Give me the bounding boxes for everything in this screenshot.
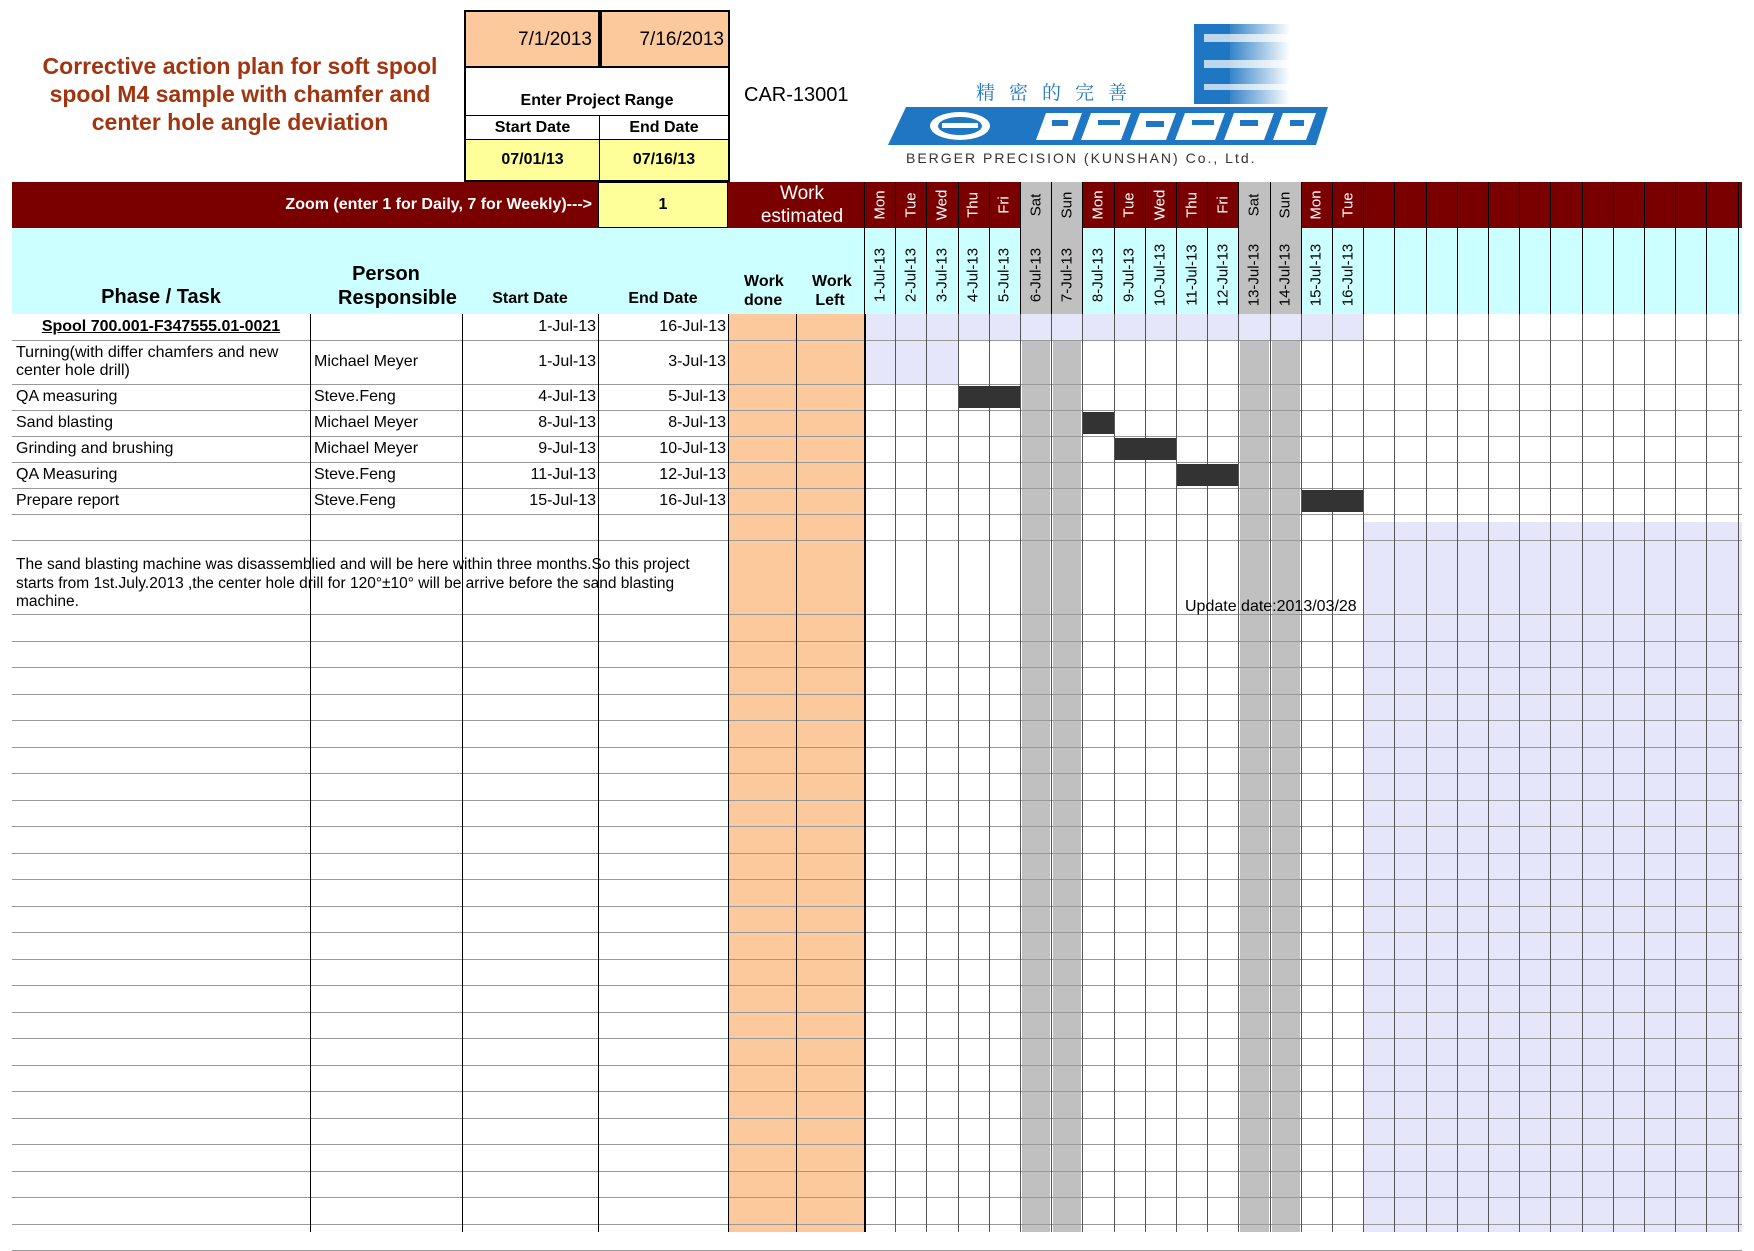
- gantt-sheet: [12, 182, 1742, 1232]
- date-label: 13-Jul-13: [1245, 243, 1263, 307]
- day-grid-line: [1426, 314, 1427, 1232]
- day-of-week-label: Mon: [871, 190, 889, 220]
- row-divider: [12, 462, 1742, 463]
- row-divider: [12, 1144, 1742, 1145]
- row-divider: [12, 720, 1742, 721]
- zoom-label: Zoom (enter 1 for Daily, 7 for Weekly)--->: [285, 196, 592, 213]
- day-grid-line: [1332, 314, 1333, 1232]
- date-separator: [1582, 228, 1583, 314]
- day-separator: [1706, 182, 1707, 228]
- date-separator: [1457, 228, 1458, 314]
- range-label-cell: [464, 68, 730, 116]
- date-separator: [1488, 228, 1489, 314]
- row-divider: [12, 879, 1742, 880]
- day-grid-line: [1176, 314, 1177, 1232]
- date-separator: [1332, 228, 1333, 314]
- day-grid-line: [1051, 314, 1052, 1232]
- column-divider: [728, 314, 729, 1232]
- row-divider: [12, 384, 1742, 385]
- project-note: The sand blasting machine was disassemblied and will be here within three months.So this project starts from 1st.July.2013 ,the center hole drill for 120°±10° will be arrive before the sand blasting machine.: [16, 556, 690, 610]
- row-divider: [12, 959, 1742, 960]
- task-start: 15-Jul-13: [529, 492, 596, 509]
- row-divider: [12, 614, 1742, 615]
- row-divider: [12, 826, 1742, 827]
- date-separator: [1706, 228, 1707, 314]
- date-separator: [1082, 228, 1083, 314]
- row-divider: [12, 747, 1742, 748]
- task-name: Grinding and brushing: [16, 440, 174, 457]
- day-separator: [1394, 182, 1395, 228]
- range-label: Enter Project Range: [520, 92, 674, 109]
- row-divider: [12, 1038, 1742, 1039]
- day-separator: [1582, 182, 1583, 228]
- day-of-week-label: Tue: [1339, 192, 1357, 218]
- task-start: 8-Jul-13: [538, 414, 596, 431]
- page-title: Corrective action plan for soft spool spool M4 sample with chamfer and center hole angle deviation: [42, 53, 438, 135]
- task-start: 4-Jul-13: [538, 388, 596, 405]
- task-start: 11-Jul-13: [530, 466, 596, 483]
- day-of-week-label: Tue: [1120, 192, 1138, 218]
- day-grid-line: [1238, 314, 1239, 1232]
- row-divider: [12, 1065, 1742, 1066]
- task-person: Michael Meyer: [314, 414, 419, 431]
- column-divider: [310, 314, 311, 1232]
- day-of-week-label: Fri: [995, 196, 1013, 214]
- task-end: 16-Jul-13: [659, 318, 726, 335]
- col-end-header: End Date: [628, 290, 698, 307]
- date-separator: [1114, 228, 1115, 314]
- work-estimated-header: Work estimated: [760, 183, 844, 227]
- day-of-week-label: Wed: [933, 189, 951, 221]
- date-label: 2-Jul-13: [902, 247, 920, 303]
- date-separator: [1394, 228, 1395, 314]
- day-separator: [1082, 182, 1083, 228]
- row-divider: [12, 540, 1742, 541]
- range-start-top: 7/1/2013: [518, 29, 592, 50]
- row-divider: [12, 340, 1742, 341]
- day-grid-line: [1675, 314, 1676, 1232]
- date-label: 16-Jul-13: [1339, 243, 1357, 307]
- zoom-input[interactable]: 1: [598, 182, 728, 228]
- row-divider: [12, 932, 1742, 933]
- day-grid-line: [1270, 314, 1271, 1232]
- day-grid-line: [1644, 314, 1645, 1232]
- date-separator: [1145, 228, 1146, 314]
- day-separator: [1207, 182, 1208, 228]
- date-separator: [958, 228, 959, 314]
- row-divider: [12, 488, 1742, 489]
- date-label: 8-Jul-13: [1089, 247, 1107, 303]
- day-separator: [1675, 182, 1676, 228]
- gantt-bar: [1083, 412, 1113, 434]
- day-grid-line: [1488, 314, 1489, 1232]
- day-grid-line: [1301, 314, 1302, 1232]
- date-label: 12-Jul-13: [1214, 243, 1232, 307]
- date-label: 3-Jul-13: [933, 247, 951, 303]
- logo-company: BERGER PRECISION (KUNSHAN) Co., Ltd.: [906, 150, 1257, 166]
- day-separator: [864, 182, 865, 228]
- day-separator: [895, 182, 896, 228]
- date-label: 15-Jul-13: [1307, 243, 1325, 307]
- day-of-week-label: Fri: [1214, 196, 1232, 214]
- day-grid-line: [895, 314, 896, 1232]
- date-separator: [1207, 228, 1208, 314]
- row-divider: [12, 641, 1742, 642]
- gantt-bar: [959, 386, 1020, 408]
- date-label: 1-Jul-13: [871, 247, 889, 303]
- row-divider: [12, 667, 1742, 668]
- turning-span: [864, 340, 958, 384]
- day-separator: [926, 182, 927, 228]
- task-person: Steve.Feng: [314, 388, 396, 405]
- day-separator: [1114, 182, 1115, 228]
- col-person-header: Person Responsible: [338, 263, 457, 309]
- row-divider: [12, 1171, 1742, 1172]
- day-grid-line: [958, 314, 959, 1232]
- date-label: 5-Jul-13: [995, 247, 1013, 303]
- car-number: CAR-13001: [744, 84, 849, 106]
- day-separator: [1301, 182, 1302, 228]
- date-separator: [1550, 228, 1551, 314]
- day-separator: [1519, 182, 1520, 228]
- task-end: 16-Jul-13: [659, 492, 726, 509]
- day-of-week-label: Mon: [1307, 190, 1325, 220]
- day-separator: [1457, 182, 1458, 228]
- range-start-input[interactable]: 07/01/13: [464, 140, 600, 182]
- day-grid-line: [1519, 314, 1520, 1232]
- range-start-label: Start Date: [464, 116, 600, 140]
- col-start-header: Start Date: [492, 290, 568, 307]
- day-grid-line: [1363, 314, 1364, 1232]
- future-span: [1363, 522, 1742, 1232]
- day-separator: [1145, 182, 1146, 228]
- range-end-input[interactable]: 07/16/13: [600, 140, 730, 182]
- row-divider: [12, 1091, 1742, 1092]
- task-end: 12-Jul-13: [659, 466, 726, 483]
- date-label: 4-Jul-13: [964, 247, 982, 303]
- task-start: 1-Jul-13: [538, 353, 596, 370]
- day-separator: [1613, 182, 1614, 228]
- day-grid-line: [1706, 314, 1707, 1232]
- day-separator: [1550, 182, 1551, 228]
- day-of-week-label: Thu: [964, 192, 982, 218]
- column-divider: [462, 314, 463, 1232]
- row-divider: [12, 985, 1742, 986]
- day-grid-line: [1020, 314, 1021, 1232]
- task-name: Prepare report: [16, 492, 120, 509]
- day-separator: [1176, 182, 1177, 228]
- row-divider: [12, 853, 1742, 854]
- day-of-week-label: Sat: [1027, 193, 1045, 217]
- row-divider: [12, 1012, 1742, 1013]
- day-separator: [1488, 182, 1489, 228]
- day-grid-line: [1082, 314, 1083, 1232]
- date-separator: [1426, 228, 1427, 314]
- row-divider: [12, 1224, 1742, 1225]
- col-done-header: Work done: [744, 273, 784, 309]
- update-date: Update date:2013/03/28: [1185, 598, 1357, 615]
- row-divider: [12, 514, 1742, 515]
- col-task-header: Phase / Task: [101, 286, 221, 308]
- gantt-bar: [1115, 438, 1176, 460]
- task-start: 9-Jul-13: [538, 440, 596, 457]
- day-grid-line: [1457, 314, 1458, 1232]
- row-divider: [12, 436, 1742, 437]
- day-of-week-label: Tue: [902, 192, 920, 218]
- column-divider: [598, 314, 599, 1232]
- day-grid-line: [1394, 314, 1395, 1232]
- date-separator: [1675, 228, 1676, 314]
- logo-tagline: 精密的完善: [976, 82, 1142, 104]
- task-person: Michael Meyer: [314, 353, 419, 370]
- day-grid-line: [1613, 314, 1614, 1232]
- day-of-week-label: Sun: [1058, 191, 1076, 219]
- date-separator: [1738, 228, 1739, 314]
- task-start: 1-Jul-13: [538, 318, 596, 335]
- day-separator: [989, 182, 990, 228]
- row-divider: [12, 1197, 1742, 1198]
- task-name: QA Measuring: [16, 466, 118, 483]
- day-of-week-label: Sun: [1276, 191, 1294, 219]
- date-label: 6-Jul-13: [1027, 247, 1045, 303]
- day-grid-line: [1582, 314, 1583, 1232]
- range-end-label: End Date: [600, 116, 730, 140]
- day-separator: [1426, 182, 1427, 228]
- day-separator: [1332, 182, 1333, 228]
- day-grid-line: [1738, 314, 1739, 1232]
- task-person: Michael Meyer: [314, 440, 419, 457]
- gantt-bar: [1177, 464, 1238, 486]
- gantt-divider: [864, 314, 866, 1232]
- day-of-week-label: Thu: [1183, 192, 1201, 218]
- row-divider: [12, 906, 1742, 907]
- task-name: Sand blasting: [16, 414, 113, 431]
- day-of-week-label: Mon: [1089, 190, 1107, 220]
- row-divider: [12, 773, 1742, 774]
- row-divider: [12, 694, 1742, 695]
- row-divider: [12, 1118, 1742, 1119]
- day-separator: [1738, 182, 1739, 228]
- task-person: Steve.Feng: [314, 492, 396, 509]
- date-label: 10-Jul-13: [1151, 243, 1169, 307]
- task-end: 8-Jul-13: [668, 414, 726, 431]
- day-of-week-label: Wed: [1151, 189, 1169, 221]
- date-label: 9-Jul-13: [1120, 247, 1138, 303]
- task-end: 3-Jul-13: [668, 353, 726, 370]
- date-separator: [864, 228, 865, 314]
- row-divider: [12, 800, 1742, 801]
- task-name: Turning(with differ chamfers and new center hole drill): [16, 344, 279, 379]
- date-separator: [1613, 228, 1614, 314]
- task-name: QA measuring: [16, 388, 118, 405]
- day-separator: [1363, 182, 1364, 228]
- date-separator: [926, 228, 927, 314]
- day-grid-line: [1550, 314, 1551, 1232]
- task-person: [314, 314, 460, 340]
- day-grid-line: [926, 314, 927, 1232]
- date-separator: [1644, 228, 1645, 314]
- range-end-top-cell[interactable]: [600, 10, 730, 68]
- range-end-top: 7/16/2013: [639, 29, 724, 50]
- task-person: Steve.Feng: [314, 466, 396, 483]
- date-label: 14-Jul-13: [1276, 243, 1294, 307]
- day-of-week-label: Sat: [1245, 193, 1263, 217]
- row-divider: [12, 410, 1742, 411]
- task-end: 10-Jul-13: [659, 440, 726, 457]
- date-separator: [1363, 228, 1364, 314]
- date-separator: [989, 228, 990, 314]
- gantt-bar: [1302, 490, 1363, 512]
- day-separator: [1644, 182, 1645, 228]
- col-left-header: Work Left: [812, 273, 852, 309]
- task-name: Spool 700.001-F347555.01-0021: [41, 318, 281, 335]
- date-separator: [1301, 228, 1302, 314]
- date-separator: [895, 228, 896, 314]
- date-separator: [1519, 228, 1520, 314]
- column-divider: [796, 314, 797, 1232]
- date-label: 11-Jul-13: [1183, 244, 1201, 306]
- range-start-top-cell[interactable]: [464, 10, 600, 68]
- day-separator: [958, 182, 959, 228]
- date-separator: [1176, 228, 1177, 314]
- day-grid-line: [1207, 314, 1208, 1232]
- task-end: 5-Jul-13: [668, 388, 726, 405]
- date-label: 7-Jul-13: [1058, 247, 1076, 303]
- day-grid-line: [989, 314, 990, 1232]
